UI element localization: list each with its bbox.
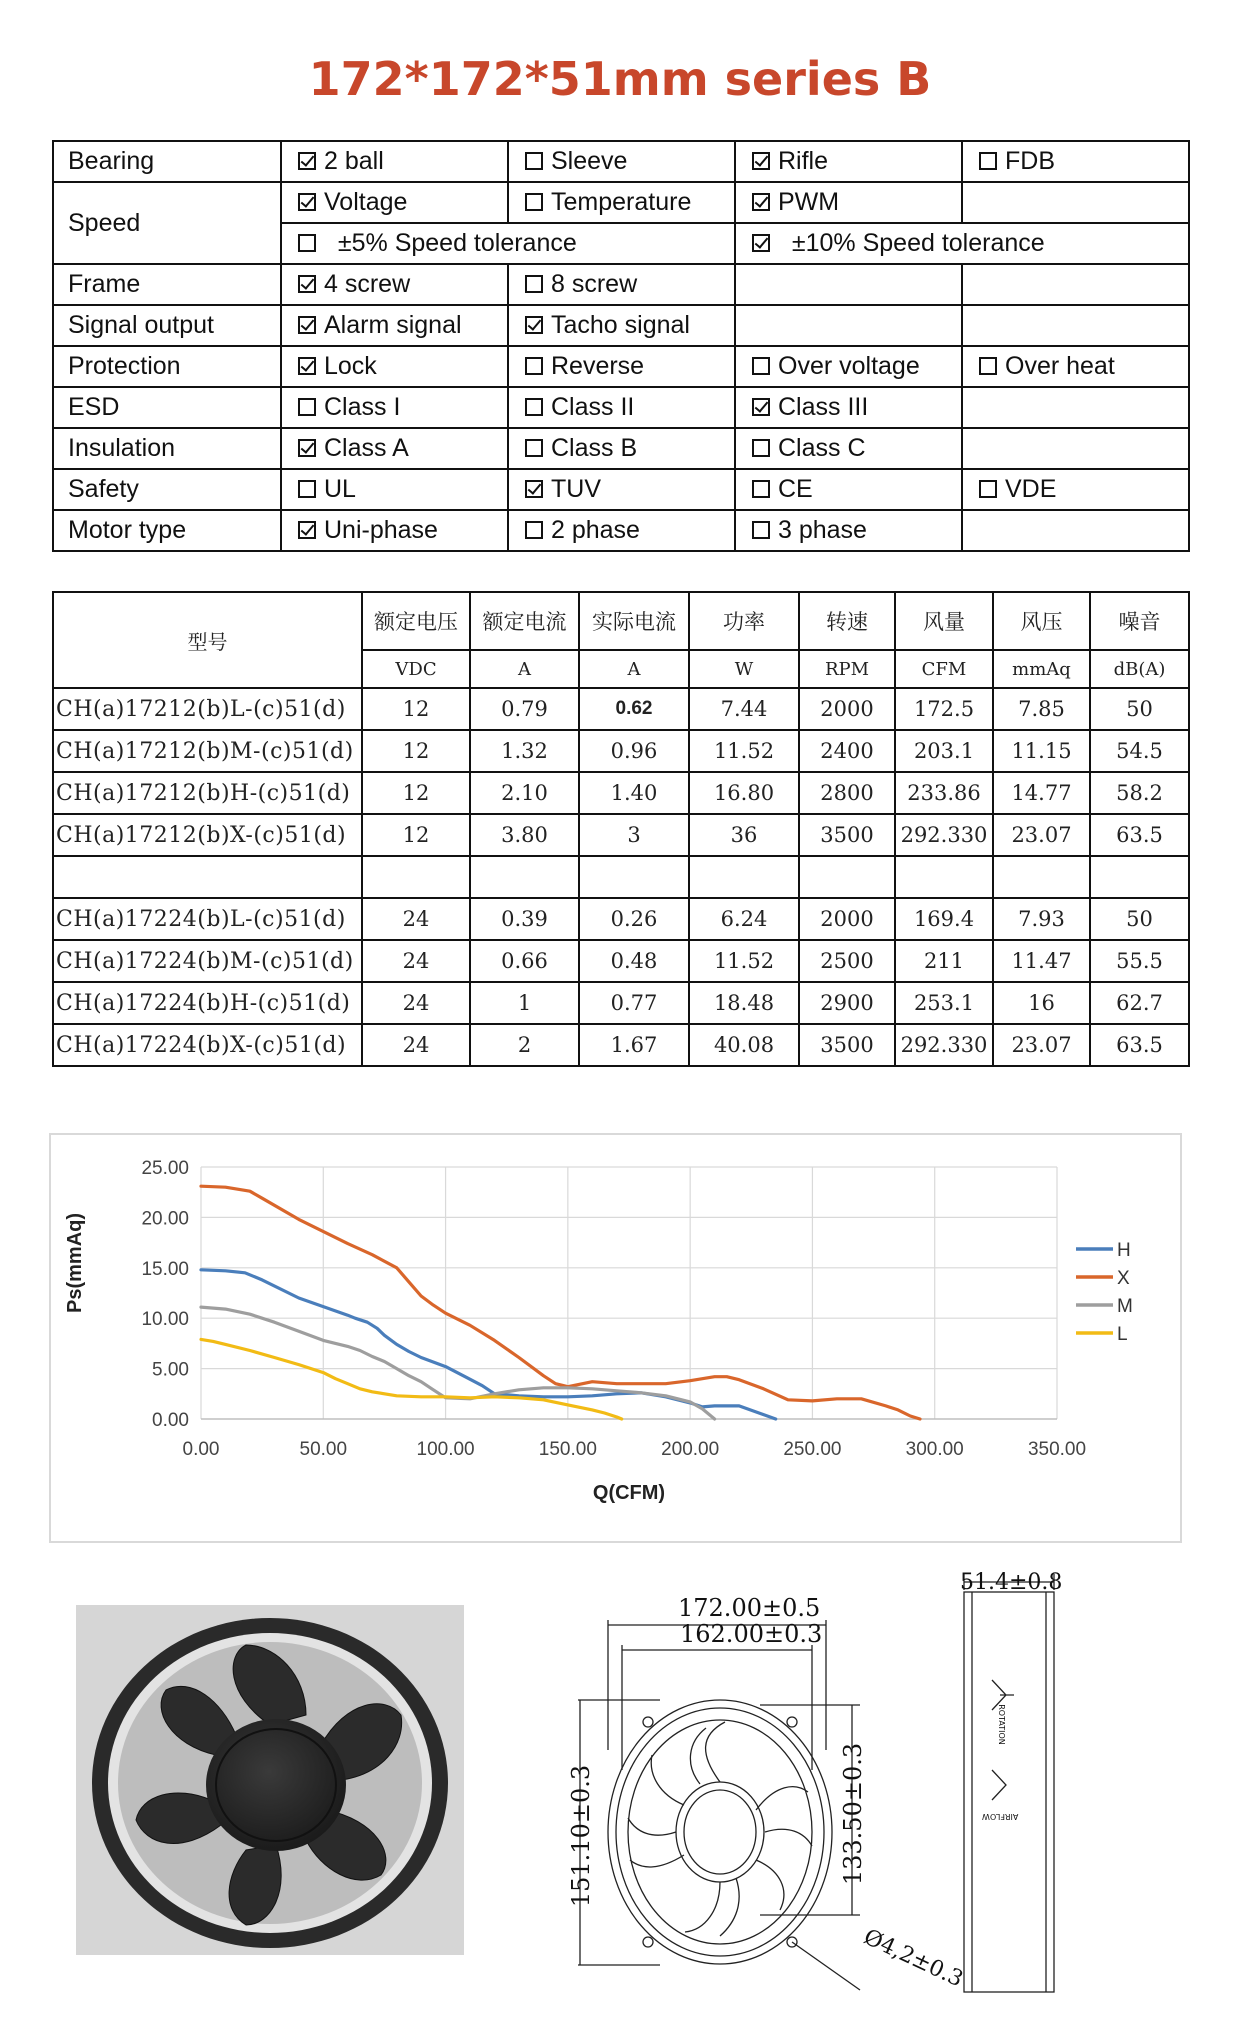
spec-option-label: 2 phase bbox=[551, 516, 640, 544]
model-name-cell: CH(a)17212(b)L-(c)51(d) bbox=[53, 688, 362, 730]
y-tick-label: 0.00 bbox=[152, 1410, 189, 1431]
x-tick-label: 100.00 bbox=[416, 1439, 475, 1460]
table-row bbox=[53, 772, 1189, 814]
table-cell: 0.79 bbox=[470, 688, 579, 730]
spec-option bbox=[508, 346, 735, 387]
table-cell: 24 bbox=[362, 940, 470, 982]
unit-header: dB(A) bbox=[1090, 650, 1189, 688]
checked-box-icon bbox=[525, 316, 543, 334]
spec-option bbox=[281, 428, 508, 469]
spec-option-label: VDE bbox=[1005, 475, 1057, 503]
column-header: 功率 bbox=[689, 592, 799, 650]
x-tick-label: 250.00 bbox=[783, 1439, 842, 1460]
airflow-label: AIRFLOW bbox=[982, 1812, 1019, 1821]
unchecked-box-icon bbox=[525, 193, 543, 211]
spec-label: Protection bbox=[53, 346, 281, 387]
table-cell: 63.5 bbox=[1090, 814, 1189, 856]
spec-option bbox=[508, 428, 735, 469]
spec-row bbox=[53, 469, 1189, 510]
spec-option-label: 4 screw bbox=[324, 270, 411, 298]
table-cell: 24 bbox=[362, 898, 470, 940]
table-cell: 203.1 bbox=[895, 730, 993, 772]
table-cell: 7.44 bbox=[689, 688, 799, 730]
series-line-M bbox=[201, 1307, 715, 1419]
spec-table bbox=[52, 140, 1190, 552]
spec-label: ESD bbox=[53, 387, 281, 428]
unchecked-box-icon bbox=[525, 398, 543, 416]
spec-option-label: Class II bbox=[551, 393, 635, 421]
table-row bbox=[53, 1024, 1189, 1066]
rotation-label: ROTATION bbox=[996, 1704, 1006, 1745]
spec-option-label: FDB bbox=[1005, 147, 1055, 175]
model-name-cell: CH(a)17212(b)M-(c)51(d) bbox=[53, 730, 362, 772]
x-axis-label: Q(CFM) bbox=[592, 1482, 666, 1504]
spec-option-label: TUV bbox=[551, 475, 601, 503]
spec-option bbox=[962, 264, 1189, 305]
table-cell: 2000 bbox=[799, 688, 895, 730]
spec-option bbox=[962, 346, 1189, 387]
table-cell: 11.47 bbox=[993, 940, 1090, 982]
dim-hole: Ø4,2±0.3 bbox=[859, 1924, 967, 1993]
x-tick-label: 150.00 bbox=[538, 1439, 597, 1460]
x-tick-label: 50.00 bbox=[299, 1439, 348, 1460]
unchecked-box-icon bbox=[752, 439, 770, 457]
table-cell: 2900 bbox=[799, 982, 895, 1024]
column-header: 额定电压 bbox=[362, 592, 470, 650]
unit-header: A bbox=[470, 650, 579, 688]
table-cell: 12 bbox=[362, 688, 470, 730]
column-header: 风量 bbox=[895, 592, 993, 650]
spec-option bbox=[508, 469, 735, 510]
dim-height-inner: 133.50±0.3 bbox=[839, 1742, 868, 1886]
spec-option-label: Class III bbox=[778, 393, 869, 421]
unchecked-box-icon bbox=[525, 521, 543, 539]
checked-box-icon bbox=[298, 439, 316, 457]
spec-option bbox=[281, 346, 508, 387]
spec-option-label: 3 phase bbox=[778, 516, 867, 544]
spec-option-label: ±5% Speed tolerance bbox=[324, 229, 577, 257]
table-row bbox=[53, 856, 1189, 898]
spec-row bbox=[53, 141, 1189, 182]
table-cell: 3.80 bbox=[470, 814, 579, 856]
model-table bbox=[52, 591, 1190, 1067]
pq-chart bbox=[49, 1133, 1182, 1543]
table-cell: 169.4 bbox=[895, 898, 993, 940]
table-row bbox=[53, 730, 1189, 772]
fan-photo bbox=[76, 1605, 464, 1955]
dim-depth: 51.4±0.8 bbox=[960, 1570, 1063, 1595]
table-cell: 2.10 bbox=[470, 772, 579, 814]
table-cell: 7.93 bbox=[993, 898, 1090, 940]
column-header: 转速 bbox=[799, 592, 895, 650]
table-row bbox=[53, 982, 1189, 1024]
unchecked-box-icon bbox=[525, 439, 543, 457]
spec-label: Safety bbox=[53, 469, 281, 510]
table-cell: 55.5 bbox=[1090, 940, 1189, 982]
spec-row bbox=[53, 387, 1189, 428]
checked-box-icon bbox=[752, 398, 770, 416]
spec-option-label: Class C bbox=[778, 434, 866, 462]
unchecked-box-icon bbox=[525, 152, 543, 170]
spec-option bbox=[281, 141, 508, 182]
table-cell: 14.77 bbox=[993, 772, 1090, 814]
y-tick-label: 25.00 bbox=[141, 1158, 189, 1179]
spec-option-label: 2 ball bbox=[324, 147, 384, 175]
spec-label: Motor type bbox=[53, 510, 281, 551]
table-cell: 11.15 bbox=[993, 730, 1090, 772]
checked-box-icon bbox=[752, 152, 770, 170]
spec-row bbox=[53, 264, 1189, 305]
unit-header: CFM bbox=[895, 650, 993, 688]
dim-width-outer: 172.00±0.5 bbox=[678, 1594, 821, 1622]
spec-label: Speed bbox=[53, 182, 281, 264]
unchecked-box-icon bbox=[298, 234, 316, 252]
checked-box-icon bbox=[298, 357, 316, 375]
table-cell: 6.24 bbox=[689, 898, 799, 940]
table-row bbox=[53, 814, 1189, 856]
spec-option bbox=[962, 510, 1189, 551]
spec-option-label: Alarm signal bbox=[324, 311, 462, 339]
spec-option-label: Lock bbox=[324, 352, 377, 380]
table-cell: 58.2 bbox=[1090, 772, 1189, 814]
table-cell: 253.1 bbox=[895, 982, 993, 1024]
spec-option bbox=[508, 387, 735, 428]
spec-option-label: UL bbox=[324, 475, 356, 503]
spec-option bbox=[508, 305, 735, 346]
legend-label-X: X bbox=[1117, 1268, 1130, 1289]
unchecked-box-icon bbox=[979, 357, 997, 375]
spec-option bbox=[735, 387, 962, 428]
unit-header: RPM bbox=[799, 650, 895, 688]
table-cell: 2800 bbox=[799, 772, 895, 814]
spec-option bbox=[962, 428, 1189, 469]
legend-label-M: M bbox=[1117, 1296, 1133, 1317]
table-cell: 16.80 bbox=[689, 772, 799, 814]
spec-option-label: Sleeve bbox=[551, 147, 628, 175]
table-cell: 0.62 bbox=[579, 688, 689, 730]
table-cell: 0.48 bbox=[579, 940, 689, 982]
table-cell: 12 bbox=[362, 814, 470, 856]
table-row bbox=[53, 898, 1189, 940]
spec-label: Insulation bbox=[53, 428, 281, 469]
table-cell: 7.85 bbox=[993, 688, 1090, 730]
spec-option-label: Rifle bbox=[778, 147, 829, 175]
spec-option-label: Over voltage bbox=[778, 352, 920, 380]
spec-row bbox=[53, 182, 1189, 223]
table-cell: 1.32 bbox=[470, 730, 579, 772]
table-cell: 11.52 bbox=[689, 730, 799, 772]
spec-label: Signal output bbox=[53, 305, 281, 346]
table-cell bbox=[362, 856, 470, 898]
table-cell: 1.40 bbox=[579, 772, 689, 814]
table-cell: 233.86 bbox=[895, 772, 993, 814]
unchecked-box-icon bbox=[752, 480, 770, 498]
spec-option bbox=[281, 223, 735, 264]
unchecked-box-icon bbox=[752, 521, 770, 539]
x-tick-label: 0.00 bbox=[182, 1439, 220, 1460]
table-cell: 3 bbox=[579, 814, 689, 856]
table-cell bbox=[579, 856, 689, 898]
x-tick-label: 300.00 bbox=[905, 1439, 964, 1460]
table-row bbox=[53, 688, 1189, 730]
spec-row bbox=[53, 305, 1189, 346]
spec-option bbox=[281, 510, 508, 551]
table-cell: 0.26 bbox=[579, 898, 689, 940]
table-cell: 2500 bbox=[799, 940, 895, 982]
spec-option bbox=[281, 469, 508, 510]
unchecked-box-icon bbox=[752, 357, 770, 375]
unchecked-box-icon bbox=[525, 275, 543, 293]
dim-width-inner: 162.00±0.3 bbox=[680, 1620, 823, 1648]
model-name-cell bbox=[53, 856, 362, 898]
spec-option bbox=[735, 141, 962, 182]
spec-option bbox=[508, 141, 735, 182]
spec-option bbox=[735, 305, 962, 346]
unit-header: mmAq bbox=[993, 650, 1090, 688]
column-header: 风压 bbox=[993, 592, 1090, 650]
legend-label-L: L bbox=[1117, 1324, 1128, 1345]
table-cell bbox=[993, 856, 1090, 898]
checked-box-icon bbox=[298, 316, 316, 334]
unchecked-box-icon bbox=[298, 480, 316, 498]
spec-row bbox=[53, 428, 1189, 469]
spec-option bbox=[962, 387, 1189, 428]
y-tick-label: 20.00 bbox=[141, 1208, 189, 1230]
table-cell: 50 bbox=[1090, 898, 1189, 940]
column-header: 噪音 bbox=[1090, 592, 1189, 650]
column-header: 额定电流 bbox=[470, 592, 579, 650]
table-cell: 172.5 bbox=[895, 688, 993, 730]
table-row bbox=[53, 940, 1189, 982]
spec-option bbox=[735, 510, 962, 551]
table-cell: 50 bbox=[1090, 688, 1189, 730]
checked-box-icon bbox=[298, 193, 316, 211]
unit-header: W bbox=[689, 650, 799, 688]
table-cell: 54.5 bbox=[1090, 730, 1189, 772]
legend-label-H: H bbox=[1117, 1240, 1131, 1261]
spec-row bbox=[53, 510, 1189, 551]
table-cell: 23.07 bbox=[993, 814, 1090, 856]
unchecked-box-icon bbox=[525, 357, 543, 375]
table-cell: 292.330 bbox=[895, 814, 993, 856]
spec-option bbox=[962, 182, 1189, 223]
table-cell: 1.67 bbox=[579, 1024, 689, 1066]
spec-option-label: Temperature bbox=[551, 188, 692, 216]
table-cell: 3500 bbox=[799, 1024, 895, 1066]
unchecked-box-icon bbox=[979, 152, 997, 170]
spec-option-label: Class B bbox=[551, 434, 638, 462]
spec-option bbox=[962, 305, 1189, 346]
table-cell bbox=[799, 856, 895, 898]
unit-header: A bbox=[579, 650, 689, 688]
model-name-cell: CH(a)17224(b)X-(c)51(d) bbox=[53, 1024, 362, 1066]
table-cell: 3500 bbox=[799, 814, 895, 856]
table-cell: 23.07 bbox=[993, 1024, 1090, 1066]
spec-option bbox=[508, 182, 735, 223]
y-axis-label: Ps(mmAq) bbox=[64, 1212, 86, 1314]
spec-option-label: ±10% Speed tolerance bbox=[778, 229, 1045, 257]
spec-option-label: 8 screw bbox=[551, 270, 638, 298]
table-cell: 12 bbox=[362, 730, 470, 772]
pq-chart-svg bbox=[51, 1135, 1184, 1545]
model-header: 型号 bbox=[53, 592, 362, 688]
table-cell: 11.52 bbox=[689, 940, 799, 982]
checked-box-icon bbox=[752, 234, 770, 252]
checked-box-icon bbox=[298, 521, 316, 539]
checked-box-icon bbox=[525, 480, 543, 498]
spec-option bbox=[281, 264, 508, 305]
spec-option bbox=[281, 182, 508, 223]
table-cell: 1 bbox=[470, 982, 579, 1024]
table-cell: 0.77 bbox=[579, 982, 689, 1024]
table-cell: 0.66 bbox=[470, 940, 579, 982]
table-cell: 2000 bbox=[799, 898, 895, 940]
spec-option bbox=[735, 223, 1189, 264]
spec-option bbox=[735, 264, 962, 305]
spec-option bbox=[962, 141, 1189, 182]
table-cell: 63.5 bbox=[1090, 1024, 1189, 1066]
table-cell: 40.08 bbox=[689, 1024, 799, 1066]
spec-option bbox=[508, 264, 735, 305]
table-cell: 12 bbox=[362, 772, 470, 814]
spec-option bbox=[735, 469, 962, 510]
spec-option bbox=[735, 428, 962, 469]
table-cell bbox=[689, 856, 799, 898]
spec-option bbox=[281, 387, 508, 428]
unit-header: VDC bbox=[362, 650, 470, 688]
dim-height-outer: 151.10±0.3 bbox=[567, 1764, 596, 1908]
table-cell: 2400 bbox=[799, 730, 895, 772]
table-cell: 292.330 bbox=[895, 1024, 993, 1066]
table-cell: 211 bbox=[895, 940, 993, 982]
spec-option-label: Reverse bbox=[551, 352, 645, 380]
model-name-cell: CH(a)17224(b)L-(c)51(d) bbox=[53, 898, 362, 940]
spec-label: Bearing bbox=[53, 141, 281, 182]
checked-box-icon bbox=[752, 193, 770, 211]
model-name-cell: CH(a)17224(b)M-(c)51(d) bbox=[53, 940, 362, 982]
spec-option bbox=[962, 469, 1189, 510]
spec-option-label: PWM bbox=[778, 188, 840, 216]
dimension-drawing bbox=[560, 1570, 1180, 2010]
y-tick-label: 10.00 bbox=[141, 1309, 189, 1331]
spec-option bbox=[508, 510, 735, 551]
checked-box-icon bbox=[298, 275, 316, 293]
table-cell: 18.48 bbox=[689, 982, 799, 1024]
table-cell: 24 bbox=[362, 1024, 470, 1066]
spec-option-label: Over heat bbox=[1005, 352, 1115, 380]
model-name-cell: CH(a)17212(b)X-(c)51(d) bbox=[53, 814, 362, 856]
spec-option-label: CE bbox=[778, 475, 813, 503]
table-cell: 0.39 bbox=[470, 898, 579, 940]
spec-option-label: Tacho signal bbox=[551, 311, 690, 339]
model-name-cell: CH(a)17224(b)H-(c)51(d) bbox=[53, 982, 362, 1024]
spec-option bbox=[281, 305, 508, 346]
model-name-cell: CH(a)17212(b)H-(c)51(d) bbox=[53, 772, 362, 814]
unchecked-box-icon bbox=[979, 480, 997, 498]
x-tick-label: 200.00 bbox=[661, 1439, 720, 1460]
spec-option bbox=[735, 182, 962, 223]
table-cell bbox=[895, 856, 993, 898]
x-tick-label: 350.00 bbox=[1027, 1439, 1087, 1460]
spec-option bbox=[735, 346, 962, 387]
table-cell bbox=[470, 856, 579, 898]
spec-option-label: Uni-phase bbox=[324, 516, 438, 544]
spec-option-label: Voltage bbox=[324, 188, 408, 216]
table-cell bbox=[1090, 856, 1189, 898]
spec-option-label: Class A bbox=[324, 434, 409, 462]
table-cell: 16 bbox=[993, 982, 1090, 1024]
table-cell: 62.7 bbox=[1090, 982, 1189, 1024]
table-cell: 24 bbox=[362, 982, 470, 1024]
spec-label: Frame bbox=[53, 264, 281, 305]
spec-option-label: Class I bbox=[324, 393, 401, 421]
checked-box-icon bbox=[298, 152, 316, 170]
table-cell: 2 bbox=[470, 1024, 579, 1066]
spec-row bbox=[53, 346, 1189, 387]
page-title: 172*172*51mm series B bbox=[308, 52, 932, 106]
y-tick-label: 5.00 bbox=[152, 1359, 189, 1381]
table-cell: 0.96 bbox=[579, 730, 689, 772]
table-cell: 36 bbox=[689, 814, 799, 856]
unchecked-box-icon bbox=[298, 398, 316, 416]
y-tick-label: 15.00 bbox=[141, 1258, 189, 1280]
column-header: 实际电流 bbox=[579, 592, 689, 650]
